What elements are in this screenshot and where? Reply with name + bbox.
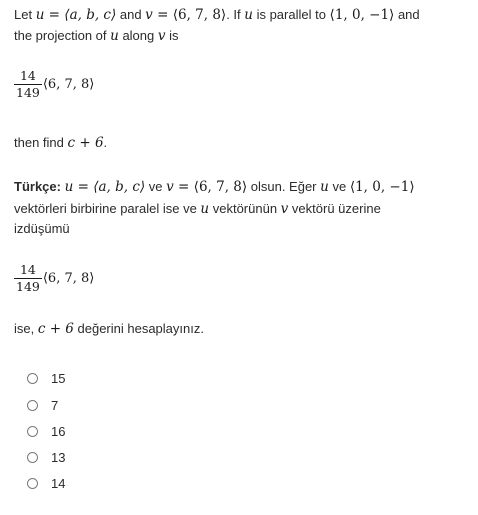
math-eq: = (44, 7, 65, 23)
answer-option[interactable] (27, 368, 65, 388)
projection-formula-en (14, 68, 94, 101)
math-v: v (280, 201, 289, 217)
option-label: 7 (51, 397, 59, 413)
question-tr-line1 (14, 178, 415, 196)
math-expression: c + 6 (37, 321, 74, 337)
math-u: u (320, 179, 329, 195)
text: then find (14, 135, 68, 150)
math-parallel-vector: ⟨1, 0, −1⟩ (329, 7, 395, 23)
option-label: 13 (51, 449, 66, 465)
fraction-numerator: 14 (14, 262, 42, 279)
question-en-line2 (14, 27, 179, 45)
text: and (394, 7, 420, 22)
answer-option[interactable] (27, 473, 65, 493)
math-abc-vector: ⟨a, b, c⟩ (64, 7, 117, 23)
radio-button[interactable] (27, 400, 38, 411)
fraction-numerator: 14 (14, 68, 42, 85)
text: . (103, 135, 108, 150)
projection-vector: ⟨6, 7, 8⟩ (42, 271, 95, 286)
text: along (118, 28, 158, 43)
text: . If (226, 7, 245, 22)
question-en-line1 (14, 6, 420, 24)
projection-vector: ⟨6, 7, 8⟩ (42, 77, 95, 92)
math-parallel-vector: ⟨1, 0, −1⟩ (349, 179, 415, 195)
radio-button[interactable] (27, 426, 38, 437)
fraction (14, 68, 42, 101)
math-v-vector: ⟨6, 7, 8⟩ (193, 179, 248, 195)
answer-option[interactable] (27, 421, 65, 441)
turkish-label: Türkçe: (14, 179, 61, 194)
question-tr-line2 (14, 200, 381, 218)
math-u: u (64, 179, 74, 195)
fraction (14, 262, 42, 295)
question-en-then (14, 134, 107, 152)
radio-button[interactable] (27, 452, 38, 463)
math-v: v (166, 179, 174, 195)
fraction-denominator: 149 (16, 85, 40, 100)
math-v: v (145, 7, 153, 23)
text: ise, (14, 321, 38, 336)
fraction-denominator: 149 (16, 279, 40, 294)
radio-button[interactable] (27, 478, 38, 489)
option-label: 16 (51, 423, 66, 439)
question-tr-line3 (14, 220, 70, 237)
answer-option[interactable] (27, 395, 58, 415)
text: değerini hesaplayınız. (73, 321, 204, 336)
text: ve (145, 179, 167, 194)
radio-button[interactable] (27, 373, 38, 384)
math-eq: = (73, 179, 94, 195)
text: Let (14, 7, 36, 22)
text: izdüşümü (14, 221, 70, 236)
text: vektörleri birbirine paralel ise ve (14, 201, 201, 216)
option-label: 14 (51, 475, 66, 491)
math-abc-vector: ⟨a, b, c⟩ (93, 179, 146, 195)
text: is parallel to (252, 7, 330, 22)
math-expression: c + 6 (67, 135, 104, 151)
text: the projection of (14, 28, 111, 43)
math-u: u (35, 7, 45, 23)
projection-formula-tr (14, 262, 94, 295)
text: ve (328, 179, 350, 194)
math-eq: = (173, 179, 194, 195)
math-eq: = (152, 7, 173, 23)
text: vektörünün (209, 201, 281, 216)
math-v: v (157, 28, 166, 44)
math-u: u (110, 28, 119, 44)
text: and (116, 7, 146, 22)
math-v-vector: ⟨6, 7, 8⟩ (172, 7, 227, 23)
option-label: 15 (51, 370, 66, 386)
answer-option[interactable] (27, 447, 65, 467)
question-tr-ise (14, 320, 204, 338)
text: vektörü üzerine (288, 201, 381, 216)
text: olsun. Eğer (247, 179, 321, 194)
math-u: u (244, 7, 253, 23)
math-u: u (200, 201, 210, 217)
text: is (165, 28, 179, 43)
